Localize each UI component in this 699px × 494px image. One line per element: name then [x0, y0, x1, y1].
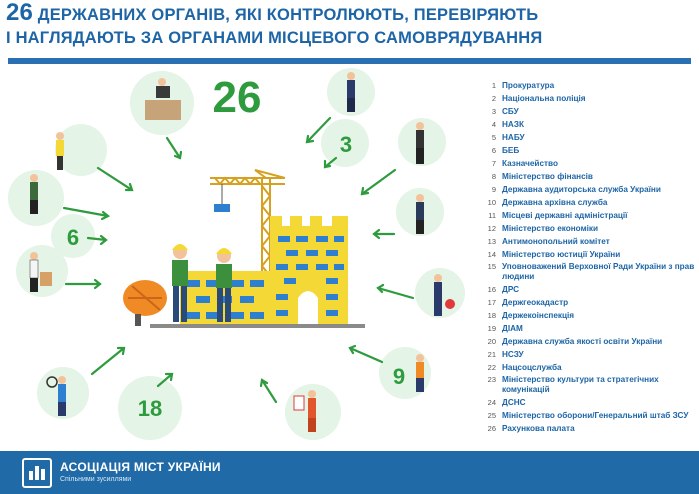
list-item: 20 Державна служба якості освіти України: [487, 337, 663, 346]
circle-number-6: 6: [66, 225, 80, 250]
illustration: [0, 66, 475, 446]
list-item: 22 Нацсоцслужба: [487, 363, 562, 372]
list-item: 7 Казначейство: [491, 159, 558, 168]
circle-number-3: 3: [339, 132, 353, 157]
title-number: 26: [6, 0, 34, 26]
title-line-1: [6, 2, 696, 27]
big-number-26: 26: [212, 73, 262, 122]
list-item: 24 ДСНС: [487, 398, 526, 407]
circle-man-boxes: [16, 245, 68, 297]
list-item: 16 ДРС: [487, 285, 520, 294]
list-item: 13 Антимонопольний комітет: [487, 237, 610, 246]
list-item: 5 НАБУ: [491, 133, 525, 142]
list-item: 15 Уповноважений Верховної Ради України з прав людини: [487, 262, 695, 281]
list-item: 1 Прокуратура: [491, 81, 555, 90]
list-item: 11 Місцеві державні адміністрації: [488, 211, 628, 220]
list-item: 14 Міністерство юстиції України: [487, 250, 621, 259]
list-item: 10 Державна архівна служба: [487, 198, 608, 207]
list-item: 3 СБУ: [491, 107, 519, 116]
list-item: 9 Державна аудиторська служба України: [491, 185, 661, 194]
title-line-2: І НАГЛЯДАЮТЬ ЗА ОРГАНАМИ МІСЦЕВОГО САМОВРЯДУВАННЯ: [6, 29, 543, 47]
list-item: 21 НСЗУ: [487, 350, 524, 359]
cement-mixer: [123, 280, 167, 326]
title-underline: [8, 58, 691, 64]
list-item: 6 БЕБ: [491, 146, 520, 155]
list-item: 4 НАЗК: [491, 120, 524, 129]
page-title: [6, 2, 696, 49]
list-item: 12 Міністерство економіки: [487, 224, 599, 233]
list-item: 25 Міністерство оборони/Генеральний штаб ЗСУ: [487, 411, 689, 420]
city-icon: [24, 460, 50, 486]
association-logo: [22, 458, 52, 488]
circle-number-18: 18: [137, 396, 163, 421]
crane-load: [214, 204, 230, 212]
list-item: 17 Держгеокадастр: [487, 298, 569, 307]
list-item: 18 Держекоінспекція: [487, 311, 575, 320]
footer-tagline: Спільними зусиллями: [60, 476, 132, 483]
list-item: 23 Міністерство культури та стратегічних комунікацій: [487, 375, 659, 394]
title-line-1-text: ДЕРЖАВНИХ ОРГАНІВ, ЯКІ КОНТРОЛЮЮТЬ, ПЕРЕВІРЯЮТЬ: [37, 6, 539, 24]
footer-org-name: АСОЦІАЦІЯ МІСТ УКРАЇНИ: [60, 460, 221, 474]
list-item: 19 ДІАМ: [487, 324, 523, 333]
agency-list: [482, 79, 696, 435]
footer-bar: [0, 451, 699, 494]
list-item: 2 Національна поліція: [491, 94, 586, 103]
list-item: 8 Міністерство фінансів: [491, 172, 593, 181]
circle-number-9: 9: [392, 364, 406, 389]
list-item: 26 Рахункова палата: [487, 424, 575, 433]
